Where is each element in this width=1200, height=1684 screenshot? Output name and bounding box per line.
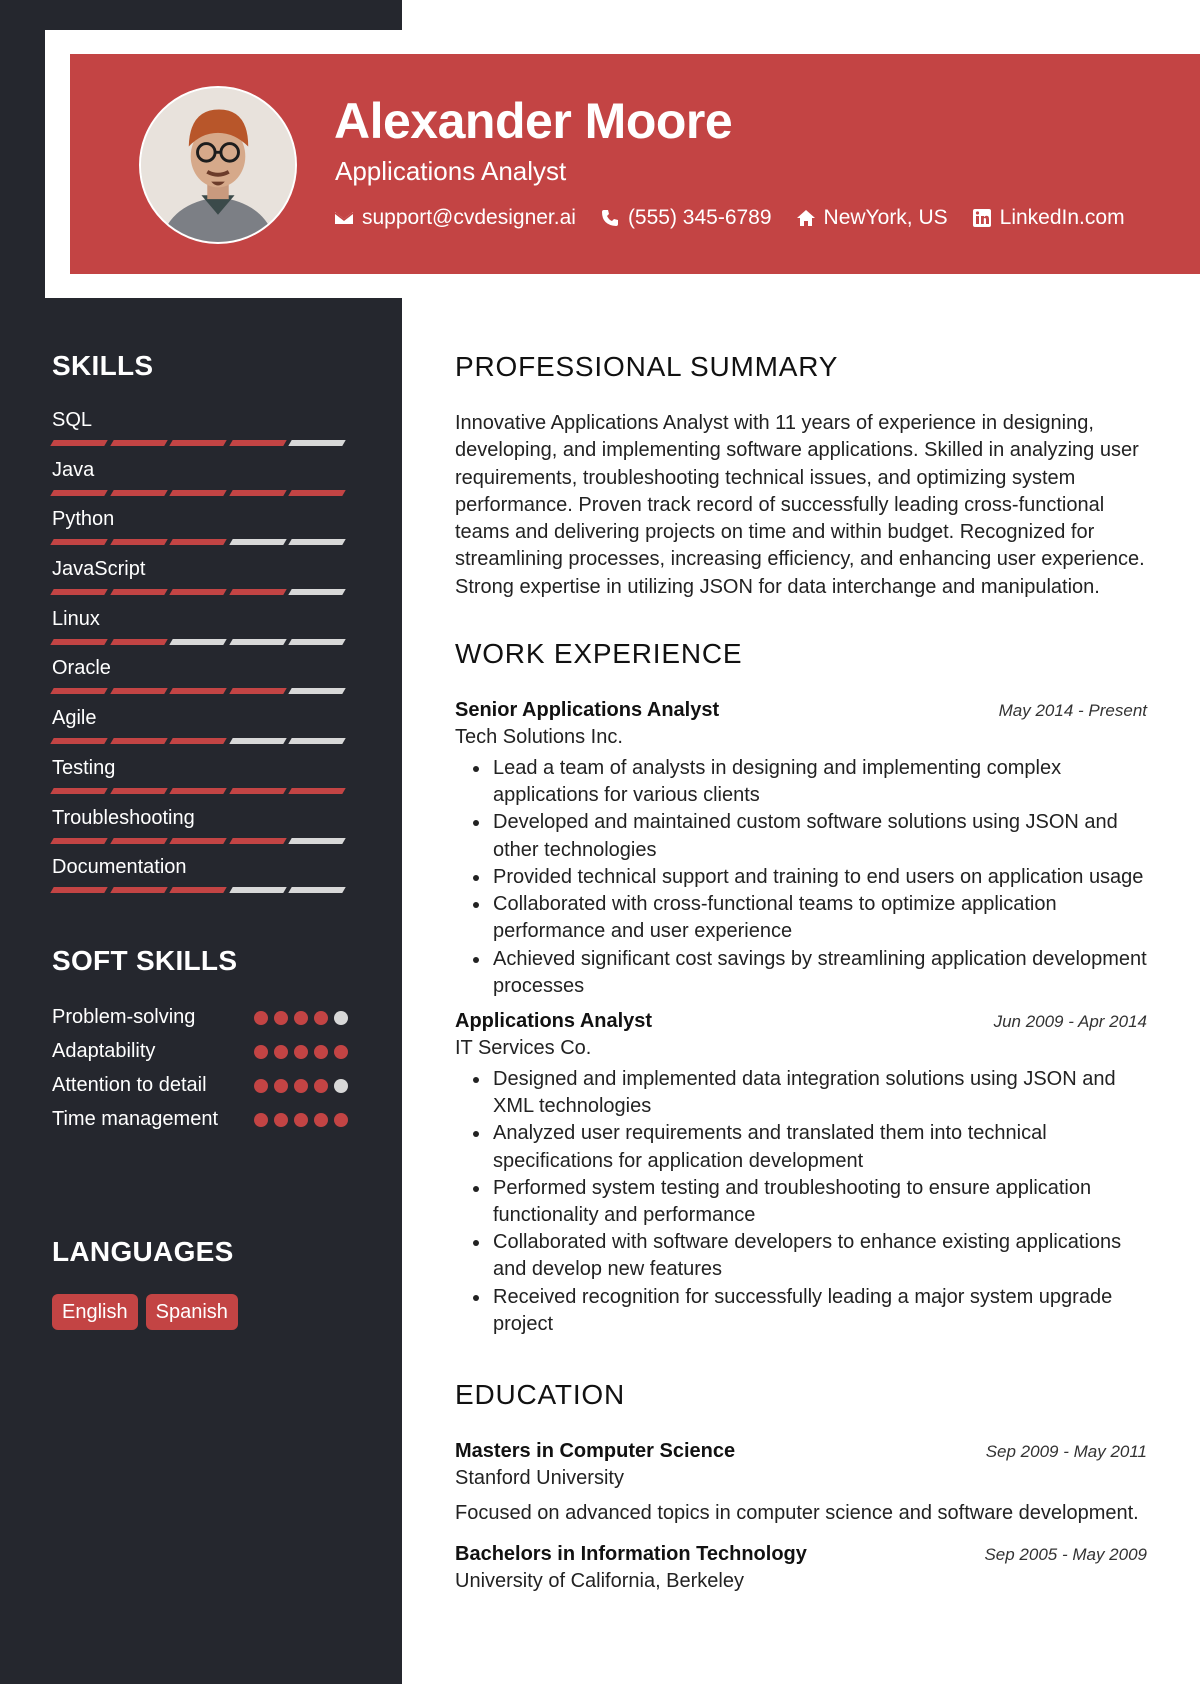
rating-dot <box>274 1079 288 1093</box>
company-name: IT Services Co. <box>455 1036 592 1059</box>
skills-list <box>52 408 348 905</box>
experience-entry <box>455 1008 1147 1338</box>
soft-skills-heading: SOFT SKILLS <box>52 945 238 976</box>
skill-level-segment <box>289 738 346 744</box>
home-icon <box>796 208 816 228</box>
skill-level-bar <box>52 440 348 446</box>
rating-dot <box>294 1011 308 1025</box>
skill-level-segment <box>50 688 107 694</box>
education-header <box>455 1541 1147 1568</box>
contact-row <box>334 206 1125 230</box>
experience-list <box>455 697 1147 1338</box>
skill-level-segment <box>50 788 107 794</box>
soft-skill-item <box>52 1071 348 1099</box>
responsibility-item: Achieved significant cost savings by streamlining application development processes <box>469 946 1147 1000</box>
candidate-name: Alexander Moore <box>334 93 733 149</box>
candidate-title: Applications Analyst <box>335 156 567 186</box>
skill-level-bar <box>52 639 348 645</box>
responsibility-item: Collaborated with software developers to enhance existing applications and develop new features <box>469 1229 1147 1283</box>
company-name: Tech Solutions Inc. <box>455 726 623 749</box>
degree-name: Masters in Computer Science <box>455 1439 736 1462</box>
skill-name: Troubleshooting <box>52 806 195 829</box>
school-name: University of California, Berkeley <box>455 1569 744 1592</box>
skill-level-segment <box>110 440 167 446</box>
responsibility-item: Provided technical support and training to end users on application usage <box>469 864 1147 891</box>
skill-level-segment <box>289 688 346 694</box>
avatar <box>139 86 297 244</box>
phone-icon <box>600 208 620 228</box>
skill-item <box>52 806 348 856</box>
summary-heading: PROFESSIONAL SUMMARY <box>455 351 839 382</box>
skill-level-segment <box>110 688 167 694</box>
skill-level-segment <box>50 539 107 545</box>
contact-linkedin-text: LinkedIn.com <box>999 206 1125 229</box>
degree-name: Bachelors in Information Technology <box>455 1542 807 1565</box>
education-section <box>455 1378 1147 1595</box>
skill-level-segment <box>229 738 286 744</box>
rating-dot <box>294 1113 308 1127</box>
skill-level-segment <box>110 639 167 645</box>
rating-dot <box>334 1113 348 1127</box>
languages-list <box>52 1294 238 1330</box>
skill-name: Java <box>52 458 95 481</box>
education-list <box>455 1438 1147 1595</box>
responsibility-item: Analyzed user requirements and translated them into technical specifications for application development <box>469 1120 1147 1174</box>
skill-level-segment <box>169 887 226 893</box>
skill-level-segment <box>50 738 107 744</box>
skill-name: SQL <box>52 409 93 431</box>
soft-skill-name: Time management <box>52 1108 218 1130</box>
skill-level-segment <box>110 589 167 595</box>
experience-header <box>455 697 1147 724</box>
rating-dot <box>314 1113 328 1127</box>
soft-skill-item <box>52 1003 348 1031</box>
education-header <box>455 1438 1147 1465</box>
skill-item <box>52 408 348 458</box>
skill-level-segment <box>229 788 286 794</box>
skill-level-segment <box>169 838 226 844</box>
skill-level-segment <box>50 440 107 446</box>
rating-dot <box>294 1079 308 1093</box>
soft-skill-rating <box>254 1105 348 1133</box>
skill-level-bar <box>52 738 348 744</box>
skill-level-segment <box>289 788 346 794</box>
job-title: Senior Applications Analyst <box>455 699 720 722</box>
skill-level-segment <box>289 440 346 446</box>
skill-level-segment <box>229 490 286 496</box>
rating-dot <box>314 1011 328 1025</box>
skill-item <box>52 557 348 607</box>
school-name: Stanford University <box>455 1466 624 1489</box>
skill-level-segment <box>110 838 167 844</box>
rating-dot <box>334 1045 348 1059</box>
skill-level-segment <box>229 887 286 893</box>
skill-level-segment <box>50 589 107 595</box>
education-dates: Sep 2009 - May 2011 <box>985 1441 1147 1461</box>
skill-level-bar <box>52 589 348 595</box>
skill-name: Oracle <box>52 657 111 680</box>
job-dates: May 2014 - Present <box>998 701 1147 721</box>
skill-level-segment <box>229 589 286 595</box>
responsibility-item: Performed system testing and troubleshooting to ensure application functionality and performance <box>469 1175 1147 1229</box>
soft-skill-rating <box>254 1037 348 1065</box>
skill-name: Python <box>52 508 115 531</box>
experience-heading: WORK EXPERIENCE <box>455 638 743 670</box>
responsibility-item: Lead a team of analysts in designing and implementing complex applications for various clients <box>469 755 1147 809</box>
skill-level-segment <box>169 738 226 744</box>
rating-dot <box>334 1011 348 1025</box>
skill-name: Testing <box>52 756 116 779</box>
contact-location-text: NewYork, US <box>823 206 948 229</box>
soft-skill-rating <box>254 1003 348 1031</box>
skill-name: JavaScript <box>52 558 146 581</box>
skill-level-segment <box>289 639 346 645</box>
rating-dot <box>254 1011 268 1025</box>
skill-item <box>52 507 348 557</box>
skill-item <box>52 855 348 905</box>
linkedin-icon <box>972 208 992 228</box>
skill-level-segment <box>110 788 167 794</box>
skill-level-segment <box>229 688 286 694</box>
skill-level-bar <box>52 887 348 893</box>
skill-level-segment <box>289 838 346 844</box>
summary-text: Innovative Applications Analyst with 11 years of experience in designing, developing, and implementing software applications. Skilled in analyzing user requirements, troubleshooting technical issues, and optimizing system performance. Proven track record of successfully leading cross-functional teams and delivering projects on time and within budget. Recognized for streamlining processes, increasing efficiency, and enhancing user experience. Strong expertise in utilizing JSON for data interchange and manipulation. <box>455 412 1145 598</box>
education-entry <box>455 1438 1147 1527</box>
rating-dot <box>254 1113 268 1127</box>
job-title: Applications Analyst <box>455 1009 653 1032</box>
education-dates: Sep 2005 - May 2009 <box>984 1544 1147 1564</box>
skill-level-segment <box>169 440 226 446</box>
skill-level-segment <box>169 490 226 496</box>
skill-level-segment <box>169 589 226 595</box>
skill-level-bar <box>52 539 348 545</box>
soft-skill-name: Attention to detail <box>52 1074 207 1096</box>
skill-level-segment <box>50 838 107 844</box>
responsibility-item: Designed and implemented data integration solutions using JSON and XML technologies <box>469 1066 1147 1120</box>
responsibility-list <box>469 1066 1147 1338</box>
soft-skill-name: Adaptability <box>52 1040 156 1062</box>
skill-level-segment <box>289 887 346 893</box>
contact-email-text: support@cvdesigner.ai <box>362 206 576 229</box>
rating-dot <box>294 1045 308 1059</box>
skill-level-segment <box>110 490 167 496</box>
language-tag: Spanish <box>146 1294 238 1330</box>
experience-section <box>455 637 1147 1338</box>
job-dates: Jun 2009 - Apr 2014 <box>993 1011 1147 1031</box>
soft-skill-item <box>52 1105 348 1133</box>
rating-dot <box>334 1079 348 1093</box>
skill-level-segment <box>229 838 286 844</box>
experience-header <box>455 1008 1147 1035</box>
skill-item <box>52 656 348 706</box>
responsibility-item: Collaborated with cross-functional teams to optimize application performance and user experience <box>469 891 1147 945</box>
rating-dot <box>254 1079 268 1093</box>
contact-phone-text: (555) 345-6789 <box>627 206 772 229</box>
skill-level-segment <box>229 539 286 545</box>
skill-level-segment <box>229 440 286 446</box>
responsibility-item: Developed and maintained custom software solutions using JSON and other technologies <box>469 809 1147 863</box>
skills-heading: SKILLS <box>52 350 154 381</box>
skill-level-segment <box>169 539 226 545</box>
skill-item <box>52 706 348 756</box>
envelope-icon <box>334 208 354 228</box>
skill-level-segment <box>229 639 286 645</box>
skill-name: Linux <box>52 607 100 630</box>
skill-level-segment <box>110 738 167 744</box>
rating-dot <box>314 1079 328 1093</box>
languages-heading: LANGUAGES <box>52 1236 234 1267</box>
contact-location <box>796 206 948 230</box>
skill-level-bar <box>52 490 348 496</box>
contact-linkedin[interactable] <box>972 206 1125 230</box>
responsibility-item: Received recognition for successfully leading a major system upgrade project <box>469 1284 1147 1338</box>
skill-level-segment <box>169 688 226 694</box>
skill-level-segment <box>289 539 346 545</box>
skill-level-segment <box>50 490 107 496</box>
rating-dot <box>274 1113 288 1127</box>
rating-dot <box>274 1045 288 1059</box>
rating-dot <box>314 1045 328 1059</box>
rating-dot <box>254 1045 268 1059</box>
skill-level-segment <box>289 589 346 595</box>
skill-name: Documentation <box>52 856 187 879</box>
summary-section <box>455 350 1147 601</box>
soft-skill-rating <box>254 1071 348 1099</box>
language-tag: English <box>52 1294 138 1330</box>
skill-level-segment <box>289 490 346 496</box>
skill-name: Agile <box>52 707 97 730</box>
skill-level-segment <box>110 539 167 545</box>
contact-phone[interactable] <box>600 206 772 230</box>
skill-level-segment <box>110 887 167 893</box>
soft-skill-item <box>52 1037 348 1065</box>
skill-item <box>52 607 348 657</box>
skill-level-segment <box>169 639 226 645</box>
contact-email[interactable] <box>334 206 576 230</box>
skill-level-bar <box>52 788 348 794</box>
education-description: Focused on advanced topics in computer science and software development. <box>455 1501 1139 1524</box>
education-heading: EDUCATION <box>455 1378 626 1410</box>
skill-level-segment <box>50 639 107 645</box>
soft-skills-list <box>52 1003 348 1139</box>
skill-item <box>52 756 348 806</box>
skill-level-bar <box>52 688 348 694</box>
education-entry <box>455 1541 1147 1595</box>
soft-skill-name: Problem-solving <box>52 1006 196 1028</box>
experience-entry <box>455 697 1147 1000</box>
skill-level-segment <box>169 788 226 794</box>
skill-item <box>52 458 348 508</box>
main-content <box>455 350 1147 1631</box>
skill-level-bar <box>52 838 348 844</box>
responsibility-list <box>469 755 1147 1000</box>
avatar-portrait <box>141 88 295 242</box>
skill-level-segment <box>50 887 107 893</box>
rating-dot <box>274 1011 288 1025</box>
